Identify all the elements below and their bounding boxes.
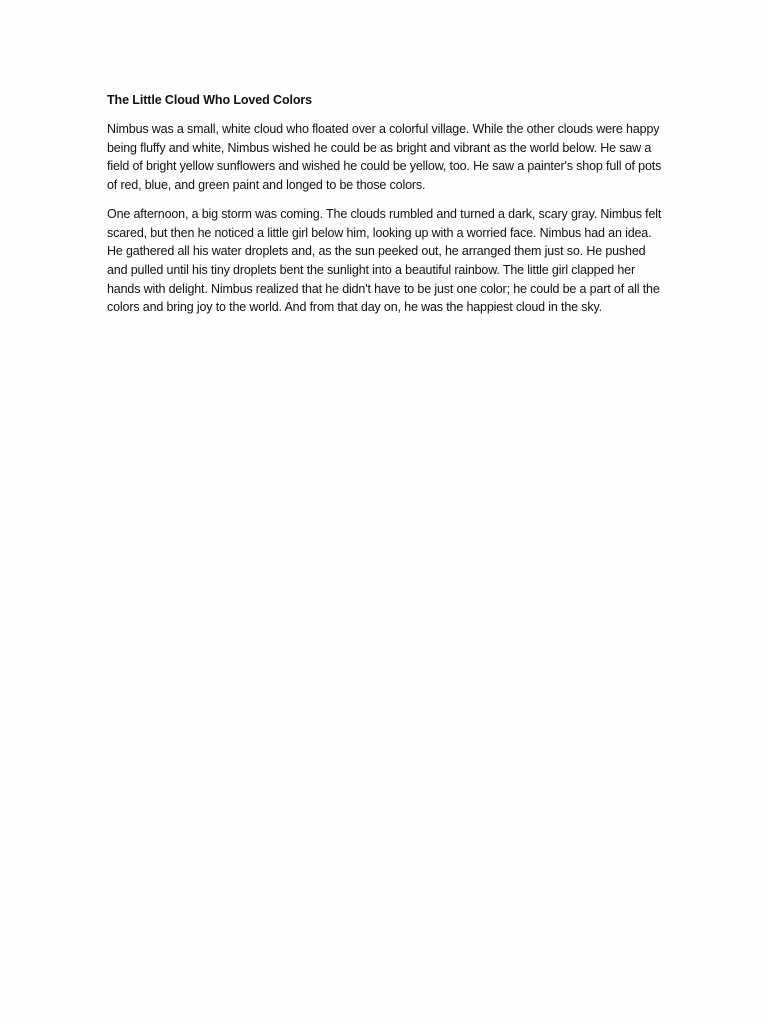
- paragraph-2: One afternoon, a big storm was coming. The clouds rumbled and turned a dark, scary gray. Nimbus felt scared, but then he noticed a little girl below him, looking up with a worried face. Nimbus had an idea. He gathered all his water droplets and, as the sun peeked out, he arranged them just so. He pushed and pulled until his tiny droplets bent the sunlight into a beautiful rainbow. The little girl clapped her hands with delight. Nimbus realized that he didn't have to be just one color; he could be a part of all the colors and bring joy to the world. And from that day on, he was the happiest cloud in the sky.: [107, 206, 662, 315]
- paragraph-1: Nimbus was a small, white cloud who floated over a colorful village. While the other clouds were happy being fluffy and white, Nimbus wished he could be as bright and vibrant as the world below. He saw a field of bright yellow sunflowers and wished he could be yellow, too. He saw a painter's shop full of pots of red, blue, and green paint and longed to be those colors.: [107, 122, 662, 193]
- document-body: [107, 91, 667, 327]
- document-title: The Little Cloud Who Loved Colors: [107, 93, 313, 107]
